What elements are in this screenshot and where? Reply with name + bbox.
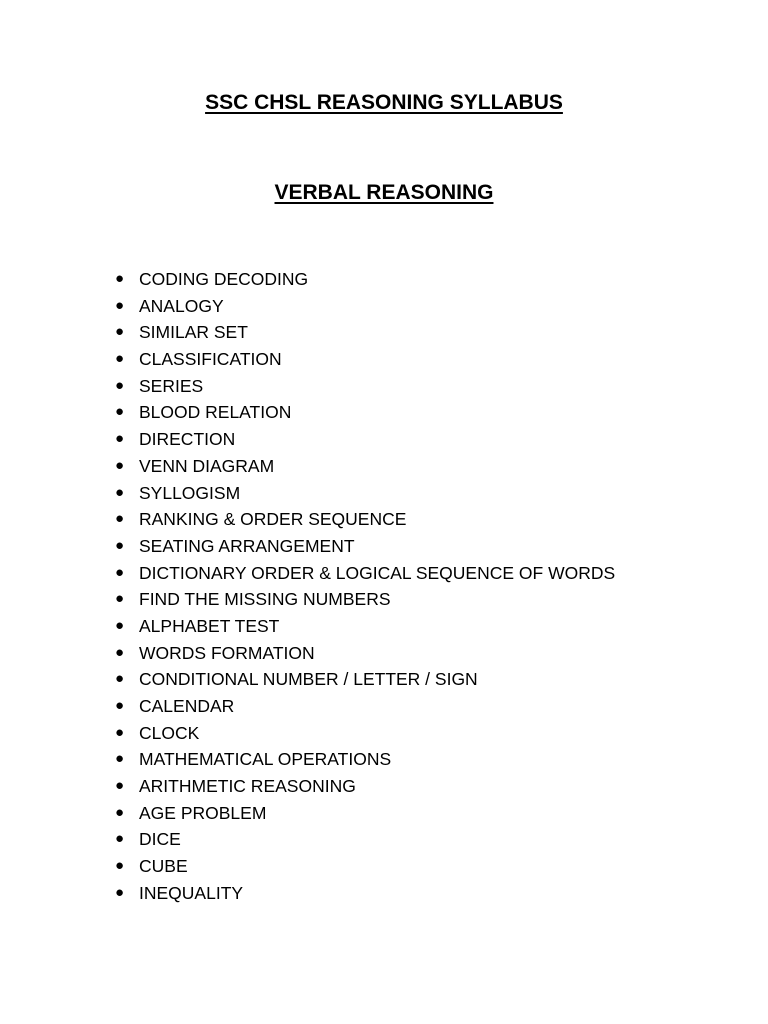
topic-label: DICTIONARY ORDER & LOGICAL SEQUENCE OF WORDS <box>139 562 616 583</box>
bullet-icon: ● <box>115 270 125 287</box>
topic-label: BLOOD RELATION <box>139 402 292 423</box>
topic-label: SYLLOGISM <box>139 482 241 503</box>
list-item <box>112 586 615 613</box>
list-item <box>112 880 615 907</box>
topic-label: WORDS FORMATION <box>139 642 315 663</box>
bullet-icon: ● <box>115 723 125 741</box>
list-item <box>112 373 615 400</box>
topic-label: AGE PROBLEM <box>139 802 267 823</box>
topic-label: RANKING & ORDER SEQUENCE <box>139 509 407 530</box>
list-item <box>112 720 615 747</box>
bullet-icon: ● <box>115 483 125 501</box>
bullet-icon: ● <box>115 697 125 714</box>
topic-label: CONDITIONAL NUMBER / LETTER / SIGN <box>139 669 478 690</box>
list-item <box>112 319 615 346</box>
list-item <box>112 773 615 800</box>
bullet-icon: ● <box>115 616 125 634</box>
topic-label: INEQUALITY <box>139 882 244 903</box>
topic-label: ARITHMETIC REASONING <box>139 776 356 797</box>
list-item <box>112 426 615 453</box>
list-item <box>112 293 615 320</box>
bullet-icon: ● <box>115 430 125 448</box>
bullet-icon: ● <box>115 296 125 314</box>
bullet-icon: ● <box>115 563 125 581</box>
topic-label: ALPHABET TEST <box>139 615 280 636</box>
list-item <box>112 640 615 667</box>
topic-label: CODING DECODING <box>139 269 309 289</box>
list-item <box>112 480 615 507</box>
topic-label: CLASSIFICATION <box>139 349 282 370</box>
topic-label: SIMILAR SET <box>139 322 248 343</box>
bullet-icon: ● <box>115 323 125 341</box>
bullet-icon: ● <box>115 510 125 528</box>
bullet-icon: ● <box>115 830 125 848</box>
bullet-icon: ● <box>115 670 125 688</box>
bullet-icon: ● <box>115 643 125 661</box>
bullet-icon: ● <box>115 883 125 901</box>
list-item <box>112 693 615 720</box>
topic-label: ANALOGY <box>139 295 224 316</box>
topic-label: MATHEMATICAL OPERATIONS <box>139 749 392 770</box>
bullet-icon: ● <box>115 590 125 608</box>
topic-label: DICE <box>139 829 181 850</box>
list-item <box>112 666 615 693</box>
topic-label: FIND THE MISSING NUMBERS <box>139 589 391 610</box>
list-item <box>112 746 615 773</box>
section-heading: VERBAL REASONING <box>274 181 494 204</box>
bullet-icon: ● <box>115 536 125 554</box>
list-item <box>112 533 615 560</box>
topic-label: SERIES <box>139 375 204 396</box>
bullet-icon: ● <box>115 403 125 421</box>
list-item <box>112 453 615 480</box>
list-item <box>112 346 615 373</box>
topic-label: CALENDAR <box>139 696 235 716</box>
topic-label: VENN DIAGRAM <box>139 455 275 476</box>
bullet-icon: ● <box>115 777 125 795</box>
topic-label: DIRECTION <box>139 429 236 450</box>
page-title: SSC CHSL REASONING SYLLABUS <box>205 91 563 114</box>
list-item <box>112 266 615 293</box>
topic-label: CUBE <box>139 856 188 877</box>
list-item <box>112 853 615 880</box>
list-item <box>112 506 615 533</box>
list-item <box>112 800 615 827</box>
bullet-icon: ● <box>115 803 125 821</box>
topic-list <box>112 266 615 907</box>
list-item <box>112 826 615 853</box>
bullet-icon: ● <box>115 857 125 875</box>
topic-label: SEATING ARRANGEMENT <box>139 535 355 556</box>
list-item <box>112 560 615 587</box>
list-item <box>112 613 615 640</box>
list-item <box>112 399 615 426</box>
bullet-icon: ● <box>115 376 125 394</box>
bullet-icon: ● <box>115 350 125 368</box>
topic-label: CLOCK <box>139 722 200 743</box>
bullet-icon: ● <box>115 456 125 474</box>
bullet-icon: ● <box>115 750 125 768</box>
